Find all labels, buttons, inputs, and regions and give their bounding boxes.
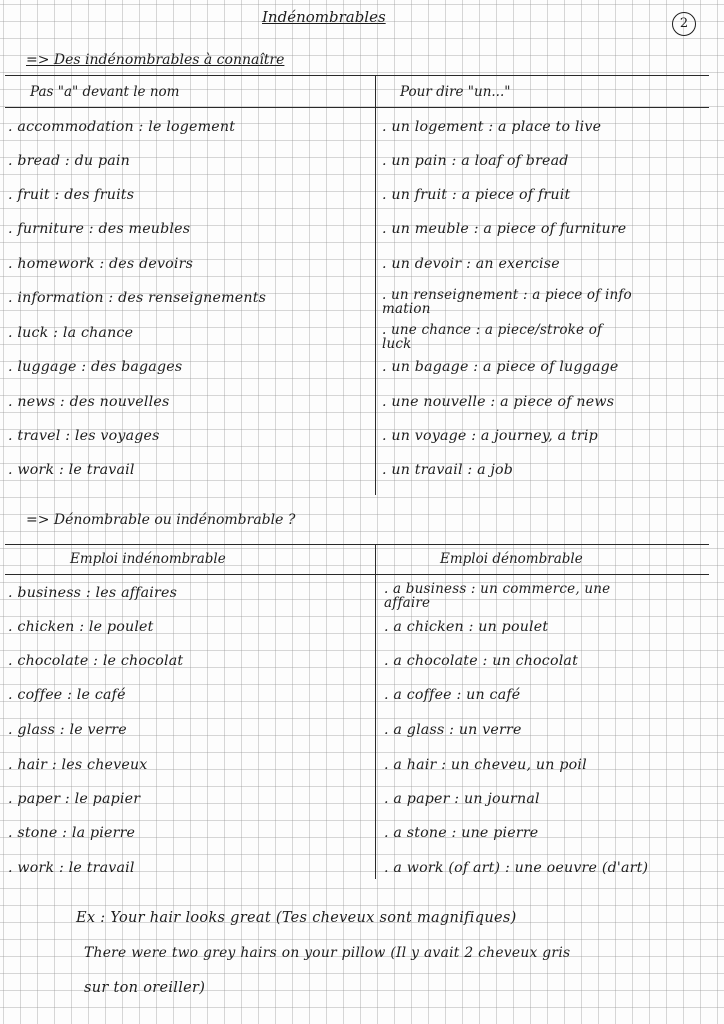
table2-row-right: . a work (of art) : une oeuvre (d'art) [384, 860, 649, 876]
table1-row-left: . luck : la chance [8, 325, 134, 341]
table1-row-right-cont: mation [382, 301, 431, 317]
table1-row-left: . fruit : des fruits [8, 187, 135, 203]
table1-row-right: . un voyage : a journey, a trip [382, 428, 598, 444]
table1-row-right: . un devoir : an exercise [382, 256, 560, 272]
table1-row-left: . luggage : des bagages [8, 359, 183, 375]
table2-row-left: . coffee : le café [8, 687, 126, 703]
table2-row-left: . business : les affaires [8, 585, 178, 601]
example-line-1: Ex : Your hair looks great (Tes cheveux sont magnifiques) [76, 910, 517, 926]
table1-row-right: . un bagage : a piece of luggage [382, 359, 619, 375]
table1-row-right-line: . une chance : a piece/stroke of [382, 322, 603, 338]
table2-right-header: Emploi dénombrable [440, 551, 583, 567]
table2-row-left: . chicken : le poulet [8, 619, 154, 635]
table2-row-left: . stone : la pierre [8, 825, 136, 841]
table1-row-right: . une nouvelle : a piece of news [382, 394, 615, 410]
table2-row-left: . work : le travail [8, 860, 135, 876]
page-number: 2 [672, 12, 696, 36]
table2-row-right [384, 582, 610, 610]
table2-row-right: . a paper : un journal [384, 791, 540, 807]
table2-top-rule [5, 544, 709, 545]
table1-row-left: . work : le travail [8, 462, 135, 478]
table1-row-right: . un travail : a job [382, 462, 514, 478]
table2-row-right: . a coffee : un café [384, 687, 521, 703]
table2-left-header: Emploi indénombrable [70, 551, 226, 567]
table1-row-right: . un logement : a place to live [382, 119, 602, 135]
table1-row-left: . bread : du pain [8, 153, 130, 169]
table1-row-left: . accommodation : le logement [8, 119, 236, 135]
table1-row-left: . travel : les voyages [8, 428, 160, 444]
table2-row-right: . a hair : un cheveu, un poil [384, 757, 587, 773]
table1-row-left: . information : des renseignements [8, 290, 267, 306]
table1-row-right-cont: luck [382, 336, 412, 352]
table1-row-left: . furniture : des meubles [8, 221, 191, 237]
page-title: Indénombrables [262, 8, 386, 26]
table2-row-right-line: . a business : un commerce, une [384, 581, 611, 597]
section1-heading: => Des indénombrables à connaître [26, 52, 285, 68]
table1-left-header: Pas "a" devant le nom [30, 84, 180, 100]
section2-heading: => Dénombrable ou indénombrable ? [26, 512, 296, 528]
table2-row-left: . hair : les cheveux [8, 757, 148, 773]
table1-column-divider [375, 75, 376, 495]
table1-row-right: . un fruit : a piece of fruit [382, 187, 571, 203]
example-line-2: There were two grey hairs on your pillow (Il y avait 2 cheveux gris [84, 945, 571, 961]
table1-row-left: . news : des nouvelles [8, 394, 170, 410]
table2-row-right: . a chocolate : un chocolat [384, 653, 578, 669]
table2-row-right-cont: affaire [384, 595, 431, 611]
table2-row-left: . chocolate : le chocolat [8, 653, 184, 669]
table1-row-right: . un meuble : a piece of furniture [382, 221, 627, 237]
table2-row-left: . glass : le verre [8, 722, 127, 738]
table1-row-right [382, 288, 632, 316]
table1-row-right: . un pain : a loaf of bread [382, 153, 569, 169]
table2-column-divider [375, 544, 376, 879]
example-line-3: sur ton oreiller) [84, 980, 206, 996]
table1-row-right [382, 323, 602, 351]
table2-row-right: . a chicken : un poulet [384, 619, 549, 635]
table1-row-left: . homework : des devoirs [8, 256, 194, 272]
table1-row-right-line: . un renseignement : a piece of info [382, 287, 632, 303]
table1-header-rule [5, 107, 709, 108]
table2-header-rule [5, 574, 709, 575]
table2-row-right: . a stone : une pierre [384, 825, 539, 841]
table2-row-left: . paper : le papier [8, 791, 141, 807]
table1-right-header: Pour dire "un..." [400, 84, 511, 100]
table2-row-right: . a glass : un verre [384, 722, 522, 738]
table1-top-rule [5, 75, 709, 76]
